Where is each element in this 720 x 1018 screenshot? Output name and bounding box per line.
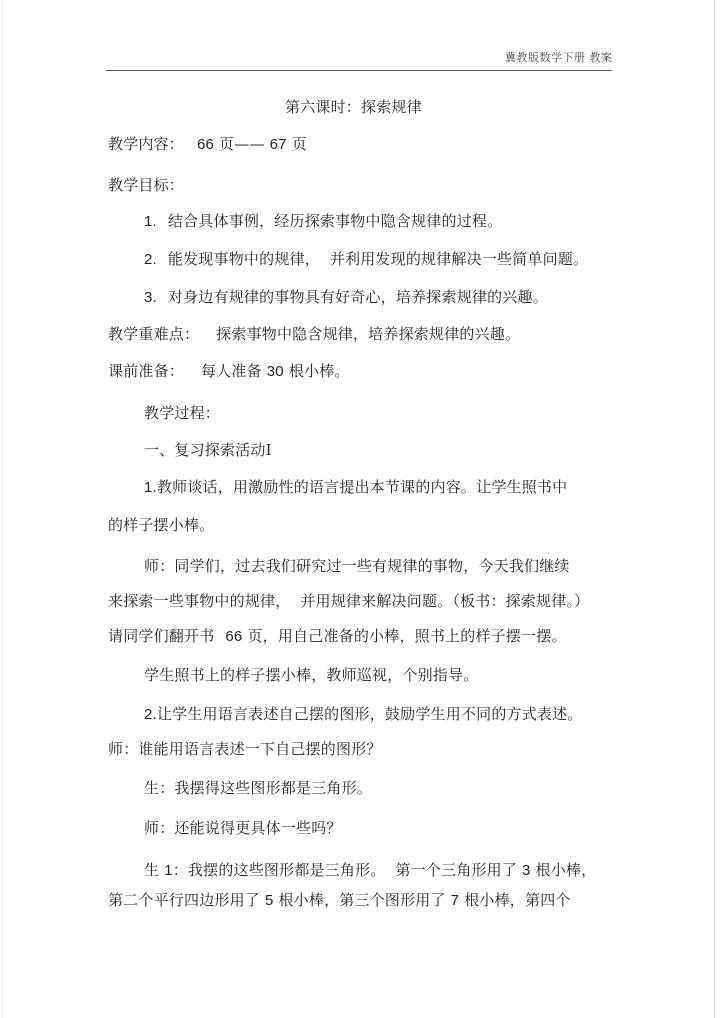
- page-edge-left: [2, 0, 3, 1018]
- step-text: 教师谈话，用激励性的语言提出本节课的内容。让学生照书中: [156, 478, 568, 496]
- answer-text: 根小棒，: [535, 861, 597, 879]
- stick-count: 3: [522, 862, 531, 879]
- teaching-goals-label: 教学目标：: [108, 176, 185, 194]
- student-answer-2: 生：我摆得这些图形都是三角形。: [144, 779, 373, 797]
- preparation-after: 根小棒。: [288, 362, 350, 380]
- answer-text: ：我摆的这些图形都是三角形。 第一个三角形用了: [172, 861, 518, 879]
- preparation-before: 每人准备: [200, 362, 262, 380]
- book-page: 66: [225, 628, 243, 645]
- teacher-remark-1-line-3: [108, 625, 567, 648]
- start-page: 66: [196, 136, 215, 153]
- goal-item-3: [144, 286, 548, 309]
- goal-item-1: [144, 210, 502, 233]
- teacher-remark-1-line-2: 来探索一些事物中的规律， 并用规律来解决问题。（板书：探索规律。）: [108, 592, 590, 610]
- header-rule: [106, 70, 612, 71]
- goal-text: 能发现事物中的规律， 并利用发现的规律解决一些简单问题。: [167, 250, 589, 268]
- end-page: 67: [269, 136, 287, 153]
- step-1-line-1: [144, 476, 567, 499]
- goal-number: 3.: [144, 289, 157, 306]
- teaching-content-line: [108, 133, 307, 156]
- key-points-line: [108, 323, 520, 345]
- stick-count: 7: [450, 892, 460, 909]
- stick-count: 30: [266, 363, 284, 380]
- step-2-line: [144, 703, 583, 726]
- stick-count: 5: [264, 892, 274, 909]
- remark-text: 请同学们翻开书: [108, 627, 215, 645]
- student-answer-3-line-2: [108, 889, 571, 912]
- goal-text: 结合具体事例，经历探索事物中隐含规律的过程。: [167, 212, 503, 230]
- teacher-question-2: 师：谁能用语言表述一下自己摆的图形？: [108, 740, 382, 758]
- step-text: 让学生用语言表述自己摆的图形，鼓励学生用不同的方式表述。: [156, 705, 583, 723]
- lesson-title: 第六课时：探索规律: [285, 98, 422, 116]
- preparation-label: 课前准备：: [108, 362, 185, 380]
- student-answer-3-line-1: [144, 859, 596, 882]
- goal-number: 2.: [144, 251, 157, 268]
- page-header: 冀教版数学下册 教案: [505, 51, 613, 64]
- teacher-remark-1-line-1: 师：同学们，过去我们研究过一些有规律的事物，今天我们继续: [144, 557, 570, 575]
- answer-text: 第二个平行四边形用了: [108, 891, 261, 909]
- step-number: 1.: [144, 479, 157, 496]
- answer-text: 根小棒，第四个: [464, 891, 571, 909]
- key-points-text: 探索事物中隐含规律，培养探索规律的兴趣。: [216, 325, 521, 343]
- process-label: 教学过程：: [144, 404, 221, 422]
- step-number: 2.: [144, 706, 157, 723]
- goal-text: 对身边有规律的事物具有好奇心，培养探索规律的兴趣。: [167, 288, 548, 306]
- student-label: 生: [144, 861, 160, 879]
- key-points-label: 教学重难点：: [108, 325, 200, 343]
- step-1-line-2: 的样子摆小棒。: [108, 516, 215, 534]
- page-edge-right: [714, 0, 715, 1018]
- remark-text: 页，用自己准备的小棒，照书上的样子摆一摆。: [247, 627, 567, 645]
- section-heading: 一、复习探索活动Ⅰ: [144, 441, 272, 459]
- student-number: 1: [164, 862, 173, 879]
- goal-number: 1.: [144, 213, 157, 230]
- students-activity: 学生照书上的样子摆小棒，教师巡视，个别指导。: [144, 666, 479, 684]
- page-unit: 页: [219, 135, 235, 153]
- page-unit-end: 页: [291, 135, 307, 153]
- teacher-question-3: 师：还能说得更具体一些吗？: [144, 819, 342, 837]
- page-dash: ——: [234, 135, 265, 153]
- goal-item-2: [144, 248, 588, 271]
- teaching-content-label: 教学内容：: [108, 135, 185, 153]
- preparation-line: [108, 360, 350, 383]
- answer-text: 根小棒，第三个图形用了: [278, 891, 446, 909]
